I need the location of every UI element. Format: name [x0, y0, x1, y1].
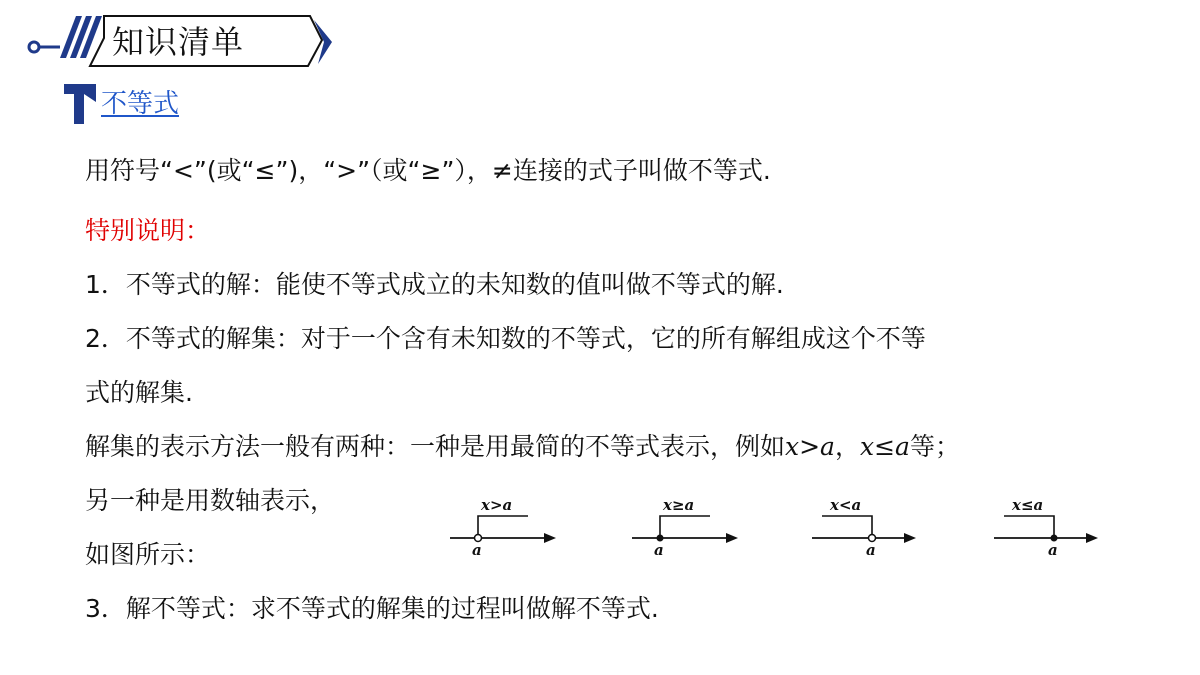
representation-line-3: 如图所示：	[85, 540, 211, 569]
key-icon	[29, 42, 60, 52]
number-line-4-point: a	[1048, 541, 1058, 559]
number-line-4-label: x≤a	[1012, 496, 1044, 514]
item-2-line-2: 式的解集.	[85, 378, 193, 407]
example-greater: x>a	[785, 432, 835, 461]
section-link-inequality[interactable]: 不等式	[101, 89, 180, 119]
number-line-3	[810, 492, 925, 564]
number-line-1	[448, 492, 563, 564]
example-less-equal: x≤a	[859, 432, 910, 461]
item-1: 1．不等式的解：能使不等式成立的未知数的值叫做不等式的解.	[85, 270, 784, 299]
number-line-3-label: x<a	[830, 496, 862, 514]
representation-line-1	[85, 430, 960, 464]
representation-suffix: 等；	[909, 432, 960, 461]
representation-line-2: 另一种是用数轴表示，	[85, 486, 336, 515]
number-line-3-point: a	[866, 541, 876, 559]
number-line-1-point: a	[472, 541, 482, 559]
item-2-line-1: 2．不等式的解集：对于一个含有未知数的不等式，它的所有解组成这个不等	[85, 324, 926, 353]
number-line-2-point: a	[654, 541, 664, 559]
signpost-icon	[60, 80, 100, 126]
example-separator: ，	[834, 432, 860, 461]
definition-text: 用符号“<”(或“≤”)，“>”（或“≥”），≠连接的式子叫做不等式.	[85, 156, 771, 185]
title-accent	[314, 20, 332, 64]
note-heading: 特别说明：	[85, 216, 211, 245]
number-line-2-label: x≥a	[663, 496, 695, 514]
item-3: 3．解不等式：求不等式的解集的过程叫做解不等式.	[85, 594, 659, 623]
stripe-decoration	[60, 16, 102, 58]
page-title: 知识清单	[112, 23, 245, 61]
representation-prefix: 解集的表示方法一般有两种：一种是用最简的不等式表示，例如	[85, 432, 786, 461]
number-line-4	[992, 492, 1107, 564]
number-line-2	[630, 492, 745, 564]
number-line-1-label: x>a	[481, 496, 513, 514]
